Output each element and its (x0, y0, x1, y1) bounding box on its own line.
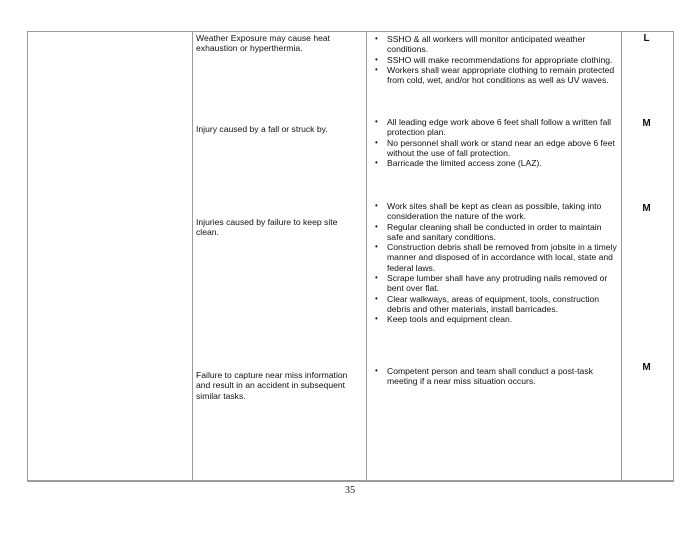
column-divider (621, 32, 622, 480)
control-item: • Construction debris shall be removed from jobsite in a timely manner and disposed of in accordance with local, state and federal laws. (375, 242, 617, 273)
risk-level-badge: L (643, 33, 650, 44)
controls-list (375, 201, 619, 325)
risk-level-badge: M (642, 118, 651, 129)
bullet-icon: • (375, 64, 378, 74)
bullet-icon: • (375, 273, 378, 283)
bullet-icon: • (375, 54, 378, 64)
risk-level-badge: M (642, 203, 651, 214)
control-item: • Clear walkways, areas of equipment, tools, construction debris and other materials, install barricades. (375, 293, 600, 314)
controls-list (375, 117, 619, 168)
hazard-cell: Injury caused by a fall or struck by. (196, 124, 328, 134)
control-item: • Workers shall wear appropriate clothing to remain protected from cold, wet, and/or hot conditions as well as UV waves. (375, 64, 615, 86)
control-item: • Competent person and team shall conduct a post-task meeting if a near miss situation occurs. (375, 366, 593, 387)
bullet-icon: • (375, 117, 378, 126)
column-divider (366, 32, 367, 480)
bullet-icon: • (375, 137, 378, 147)
bullet-icon: • (375, 201, 378, 210)
page-number: 35 (344, 485, 356, 496)
controls-list (375, 366, 619, 387)
control-item: • Scrape lumber shall have any protruding nails removed or bent over flat. (375, 273, 608, 294)
bullet-icon: • (375, 366, 378, 375)
control-item: • SSHO & all workers will monitor anticipated weather conditions. (375, 34, 586, 55)
risk-level-badge: M (642, 362, 651, 373)
column-divider (192, 32, 193, 480)
hazard-cell: Weather Exposure may cause heat exhaustion or hyperthermia. (196, 33, 331, 54)
control-item: • SSHO will make recommendations for appropriate clothing. (375, 54, 613, 65)
bullet-icon: • (375, 314, 378, 324)
bullet-icon: • (375, 242, 378, 252)
hazard-cell: Injuries caused by failure to keep site clean. (196, 217, 338, 238)
control-item: • Keep tools and equipment clean. (375, 314, 513, 325)
controls-list (375, 34, 619, 85)
bullet-icon: • (375, 34, 378, 43)
bullet-icon: • (375, 158, 378, 168)
control-item: • All leading edge work above 6 feet shall follow a written fall protection plan. (375, 117, 612, 138)
control-item: • Regular cleaning shall be conducted in order to maintain safe and sanitary conditions. (375, 221, 602, 242)
control-item: • No personnel shall work or stand near an edge above 6 feet without the use of fall protection. (375, 137, 615, 158)
bullet-icon: • (375, 293, 378, 303)
control-item: • Barricade the limited access zone (LAZ). (375, 158, 542, 169)
control-item: • Work sites shall be kept as clean as possible, taking into consideration the nature of the work. (375, 201, 602, 222)
bullet-icon: • (375, 221, 378, 231)
hazard-cell: Failure to capture near miss information and result in an accident in subsequent similar tasks. (196, 370, 348, 401)
